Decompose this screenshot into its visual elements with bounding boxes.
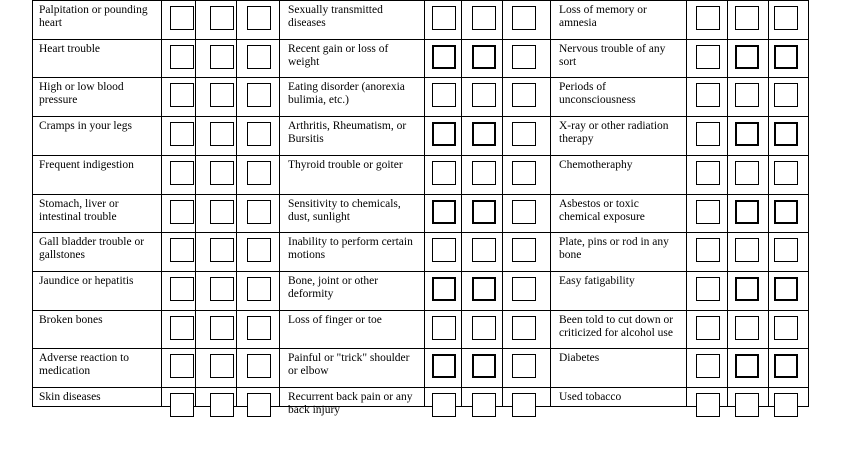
answer-checkbox[interactable] — [696, 354, 720, 378]
answer-checkbox[interactable] — [432, 238, 456, 262]
condition-label: Sensitivity to chemicals, dust, sunlight — [288, 197, 401, 223]
answer-checkbox[interactable] — [170, 200, 194, 224]
grid-column-line — [502, 0, 503, 407]
answer-checkbox[interactable] — [210, 122, 234, 146]
condition-label: Heart trouble — [39, 42, 100, 55]
condition-label: Loss of finger or toe — [288, 313, 382, 326]
answer-checkbox[interactable] — [774, 122, 798, 146]
answer-checkbox[interactable] — [774, 6, 798, 30]
answer-checkbox[interactable] — [512, 354, 536, 378]
answer-checkbox[interactable] — [432, 316, 456, 340]
answer-checkbox[interactable] — [247, 6, 271, 30]
answer-checkbox[interactable] — [170, 316, 194, 340]
grid-column-line — [279, 0, 280, 407]
answer-checkbox[interactable] — [735, 393, 759, 417]
answer-checkbox[interactable] — [696, 6, 720, 30]
answer-checkbox[interactable] — [774, 161, 798, 185]
answer-checkbox[interactable] — [512, 83, 536, 107]
answer-checkbox[interactable] — [210, 393, 234, 417]
condition-label: Gall bladder trouble or gallstones — [39, 236, 145, 262]
answer-checkbox[interactable] — [774, 354, 798, 378]
answer-checkbox[interactable] — [247, 354, 271, 378]
answer-checkbox[interactable] — [512, 393, 536, 417]
answer-checkbox[interactable] — [472, 354, 496, 378]
grid-column-line — [768, 0, 769, 407]
answer-checkbox[interactable] — [247, 161, 271, 185]
condition-label: X-ray or other radiation therapy — [559, 120, 669, 146]
answer-checkbox[interactable] — [696, 83, 720, 107]
grid-column-line — [550, 0, 551, 407]
condition-label: Periods of unconsciousness — [559, 81, 636, 107]
answer-checkbox[interactable] — [170, 6, 194, 30]
answer-checkbox[interactable] — [210, 200, 234, 224]
answer-checkbox[interactable] — [170, 83, 194, 107]
answer-checkbox[interactable] — [472, 161, 496, 185]
answer-checkbox[interactable] — [432, 83, 456, 107]
answer-checkbox[interactable] — [472, 83, 496, 107]
condition-label: Inability to perform certain motions — [288, 236, 413, 262]
answer-checkbox[interactable] — [735, 45, 759, 69]
grid-row-line — [32, 232, 809, 233]
answer-checkbox[interactable] — [472, 122, 496, 146]
condition-label: Palpitation or pounding heart — [39, 4, 148, 29]
answer-checkbox[interactable] — [432, 277, 456, 301]
grid-row-line — [32, 77, 809, 78]
answer-checkbox[interactable] — [472, 393, 496, 417]
grid-column-line — [727, 0, 728, 407]
answer-checkbox[interactable] — [432, 200, 456, 224]
answer-checkbox[interactable] — [696, 45, 720, 69]
answer-checkbox[interactable] — [170, 354, 194, 378]
grid-row-line — [32, 116, 809, 117]
grid-row-line — [32, 39, 809, 40]
answer-checkbox[interactable] — [774, 238, 798, 262]
condition-label: Recent gain or loss of weight — [288, 42, 389, 68]
condition-label: Nervous trouble of any sort — [559, 42, 666, 68]
answer-checkbox[interactable] — [774, 277, 798, 301]
answer-checkbox[interactable] — [774, 45, 798, 69]
answer-checkbox[interactable] — [512, 161, 536, 185]
answer-checkbox[interactable] — [512, 200, 536, 224]
grid-row-line — [32, 271, 809, 272]
grid-row-line — [32, 387, 809, 388]
answer-checkbox[interactable] — [170, 161, 194, 185]
condition-label: Painful or "trick" shoulder or elbow — [288, 352, 410, 378]
condition-label: Easy fatigability — [559, 274, 635, 287]
grid-column-line — [236, 0, 237, 407]
answer-checkbox[interactable] — [696, 200, 720, 224]
answer-checkbox[interactable] — [247, 45, 271, 69]
grid-row-line — [32, 348, 809, 349]
answer-checkbox[interactable] — [512, 238, 536, 262]
answer-checkbox[interactable] — [512, 45, 536, 69]
answer-checkbox[interactable] — [512, 316, 536, 340]
answer-checkbox[interactable] — [696, 316, 720, 340]
answer-checkbox[interactable] — [512, 6, 536, 30]
answer-checkbox[interactable] — [735, 200, 759, 224]
answer-checkbox[interactable] — [210, 6, 234, 30]
answer-checkbox[interactable] — [735, 354, 759, 378]
grid-column-line — [808, 0, 809, 407]
answer-checkbox[interactable] — [210, 238, 234, 262]
grid-column-line — [461, 0, 462, 407]
answer-checkbox[interactable] — [247, 238, 271, 262]
answer-checkbox[interactable] — [696, 277, 720, 301]
answer-checkbox[interactable] — [170, 277, 194, 301]
condition-label: Sexually transmitted diseases — [288, 4, 383, 29]
answer-checkbox[interactable] — [774, 316, 798, 340]
answer-checkbox[interactable] — [774, 200, 798, 224]
answer-checkbox[interactable] — [210, 83, 234, 107]
grid-column-line — [424, 0, 425, 407]
answer-checkbox[interactable] — [432, 6, 456, 30]
answer-checkbox[interactable] — [735, 83, 759, 107]
condition-label: Cramps in your legs — [39, 120, 132, 133]
answer-checkbox[interactable] — [210, 161, 234, 185]
grid-row-line — [32, 155, 809, 156]
answer-checkbox[interactable] — [774, 83, 798, 107]
answer-checkbox[interactable] — [247, 83, 271, 107]
answer-checkbox[interactable] — [735, 316, 759, 340]
answer-checkbox[interactable] — [774, 393, 798, 417]
condition-label: Used tobacco — [559, 391, 622, 403]
answer-checkbox[interactable] — [170, 393, 194, 417]
answer-checkbox[interactable] — [432, 393, 456, 417]
answer-checkbox[interactable] — [210, 316, 234, 340]
condition-label: Asbestos or toxic chemical exposure — [559, 197, 645, 223]
answer-checkbox[interactable] — [247, 316, 271, 340]
answer-checkbox[interactable] — [247, 200, 271, 224]
answer-checkbox[interactable] — [512, 277, 536, 301]
answer-checkbox[interactable] — [735, 6, 759, 30]
answer-checkbox[interactable] — [696, 161, 720, 185]
answer-checkbox[interactable] — [696, 238, 720, 262]
answer-checkbox[interactable] — [170, 238, 194, 262]
answer-checkbox[interactable] — [247, 393, 271, 417]
answer-checkbox[interactable] — [210, 277, 234, 301]
answer-checkbox[interactable] — [432, 161, 456, 185]
answer-checkbox[interactable] — [247, 122, 271, 146]
grid-column-line — [686, 0, 687, 407]
answer-checkbox[interactable] — [432, 122, 456, 146]
condition-label: Been told to cut down or criticized for alcohol use — [559, 313, 674, 339]
condition-label: Skin diseases — [39, 391, 101, 403]
answer-checkbox[interactable] — [472, 6, 496, 30]
condition-label: Recurrent back pain or any back injury — [288, 391, 413, 416]
answer-checkbox[interactable] — [696, 393, 720, 417]
condition-label: Jaundice or hepatitis — [39, 274, 134, 287]
answer-checkbox[interactable] — [432, 45, 456, 69]
grid-row-line — [32, 310, 809, 311]
grid-row-line — [32, 0, 809, 1]
condition-label: Broken bones — [39, 313, 103, 326]
answer-checkbox[interactable] — [170, 122, 194, 146]
grid-column-line — [195, 0, 196, 407]
answer-checkbox[interactable] — [472, 200, 496, 224]
answer-checkbox[interactable] — [170, 45, 194, 69]
answer-checkbox[interactable] — [512, 122, 536, 146]
grid-column-line — [161, 0, 162, 407]
answer-checkbox[interactable] — [472, 277, 496, 301]
answer-checkbox[interactable] — [210, 354, 234, 378]
grid-row-line — [32, 406, 809, 407]
answer-checkbox[interactable] — [432, 354, 456, 378]
medical-history-checklist — [32, 0, 809, 416]
answer-checkbox[interactable] — [210, 45, 234, 69]
condition-label: High or low blood pressure — [39, 81, 124, 107]
condition-label: Diabetes — [559, 352, 600, 365]
grid-row-line — [32, 194, 809, 195]
condition-label: Chemotheraphy — [559, 158, 633, 171]
condition-label: Adverse reaction to medication — [39, 352, 130, 378]
grid-column-line — [32, 0, 33, 407]
answer-checkbox[interactable] — [735, 238, 759, 262]
answer-checkbox[interactable] — [696, 122, 720, 146]
answer-checkbox[interactable] — [472, 316, 496, 340]
answer-checkbox[interactable] — [735, 161, 759, 185]
condition-label: Loss of memory or amnesia — [559, 4, 647, 29]
answer-checkbox[interactable] — [247, 277, 271, 301]
condition-label: Frequent indigestion — [39, 158, 134, 171]
condition-label: Arthritis, Rheumatism, or Bursitis — [288, 120, 407, 146]
condition-label: Stomach, liver or intestinal trouble — [39, 197, 119, 223]
answer-checkbox[interactable] — [472, 238, 496, 262]
answer-checkbox[interactable] — [472, 45, 496, 69]
condition-label: Bone, joint or other deformity — [288, 274, 379, 300]
answer-checkbox[interactable] — [735, 277, 759, 301]
condition-label: Eating disorder (anorexia bulimia, etc.) — [288, 81, 405, 107]
condition-label: Plate, pins or rod in any bone — [559, 236, 669, 262]
answer-checkbox[interactable] — [735, 122, 759, 146]
condition-label: Thyroid trouble or goiter — [288, 158, 403, 171]
